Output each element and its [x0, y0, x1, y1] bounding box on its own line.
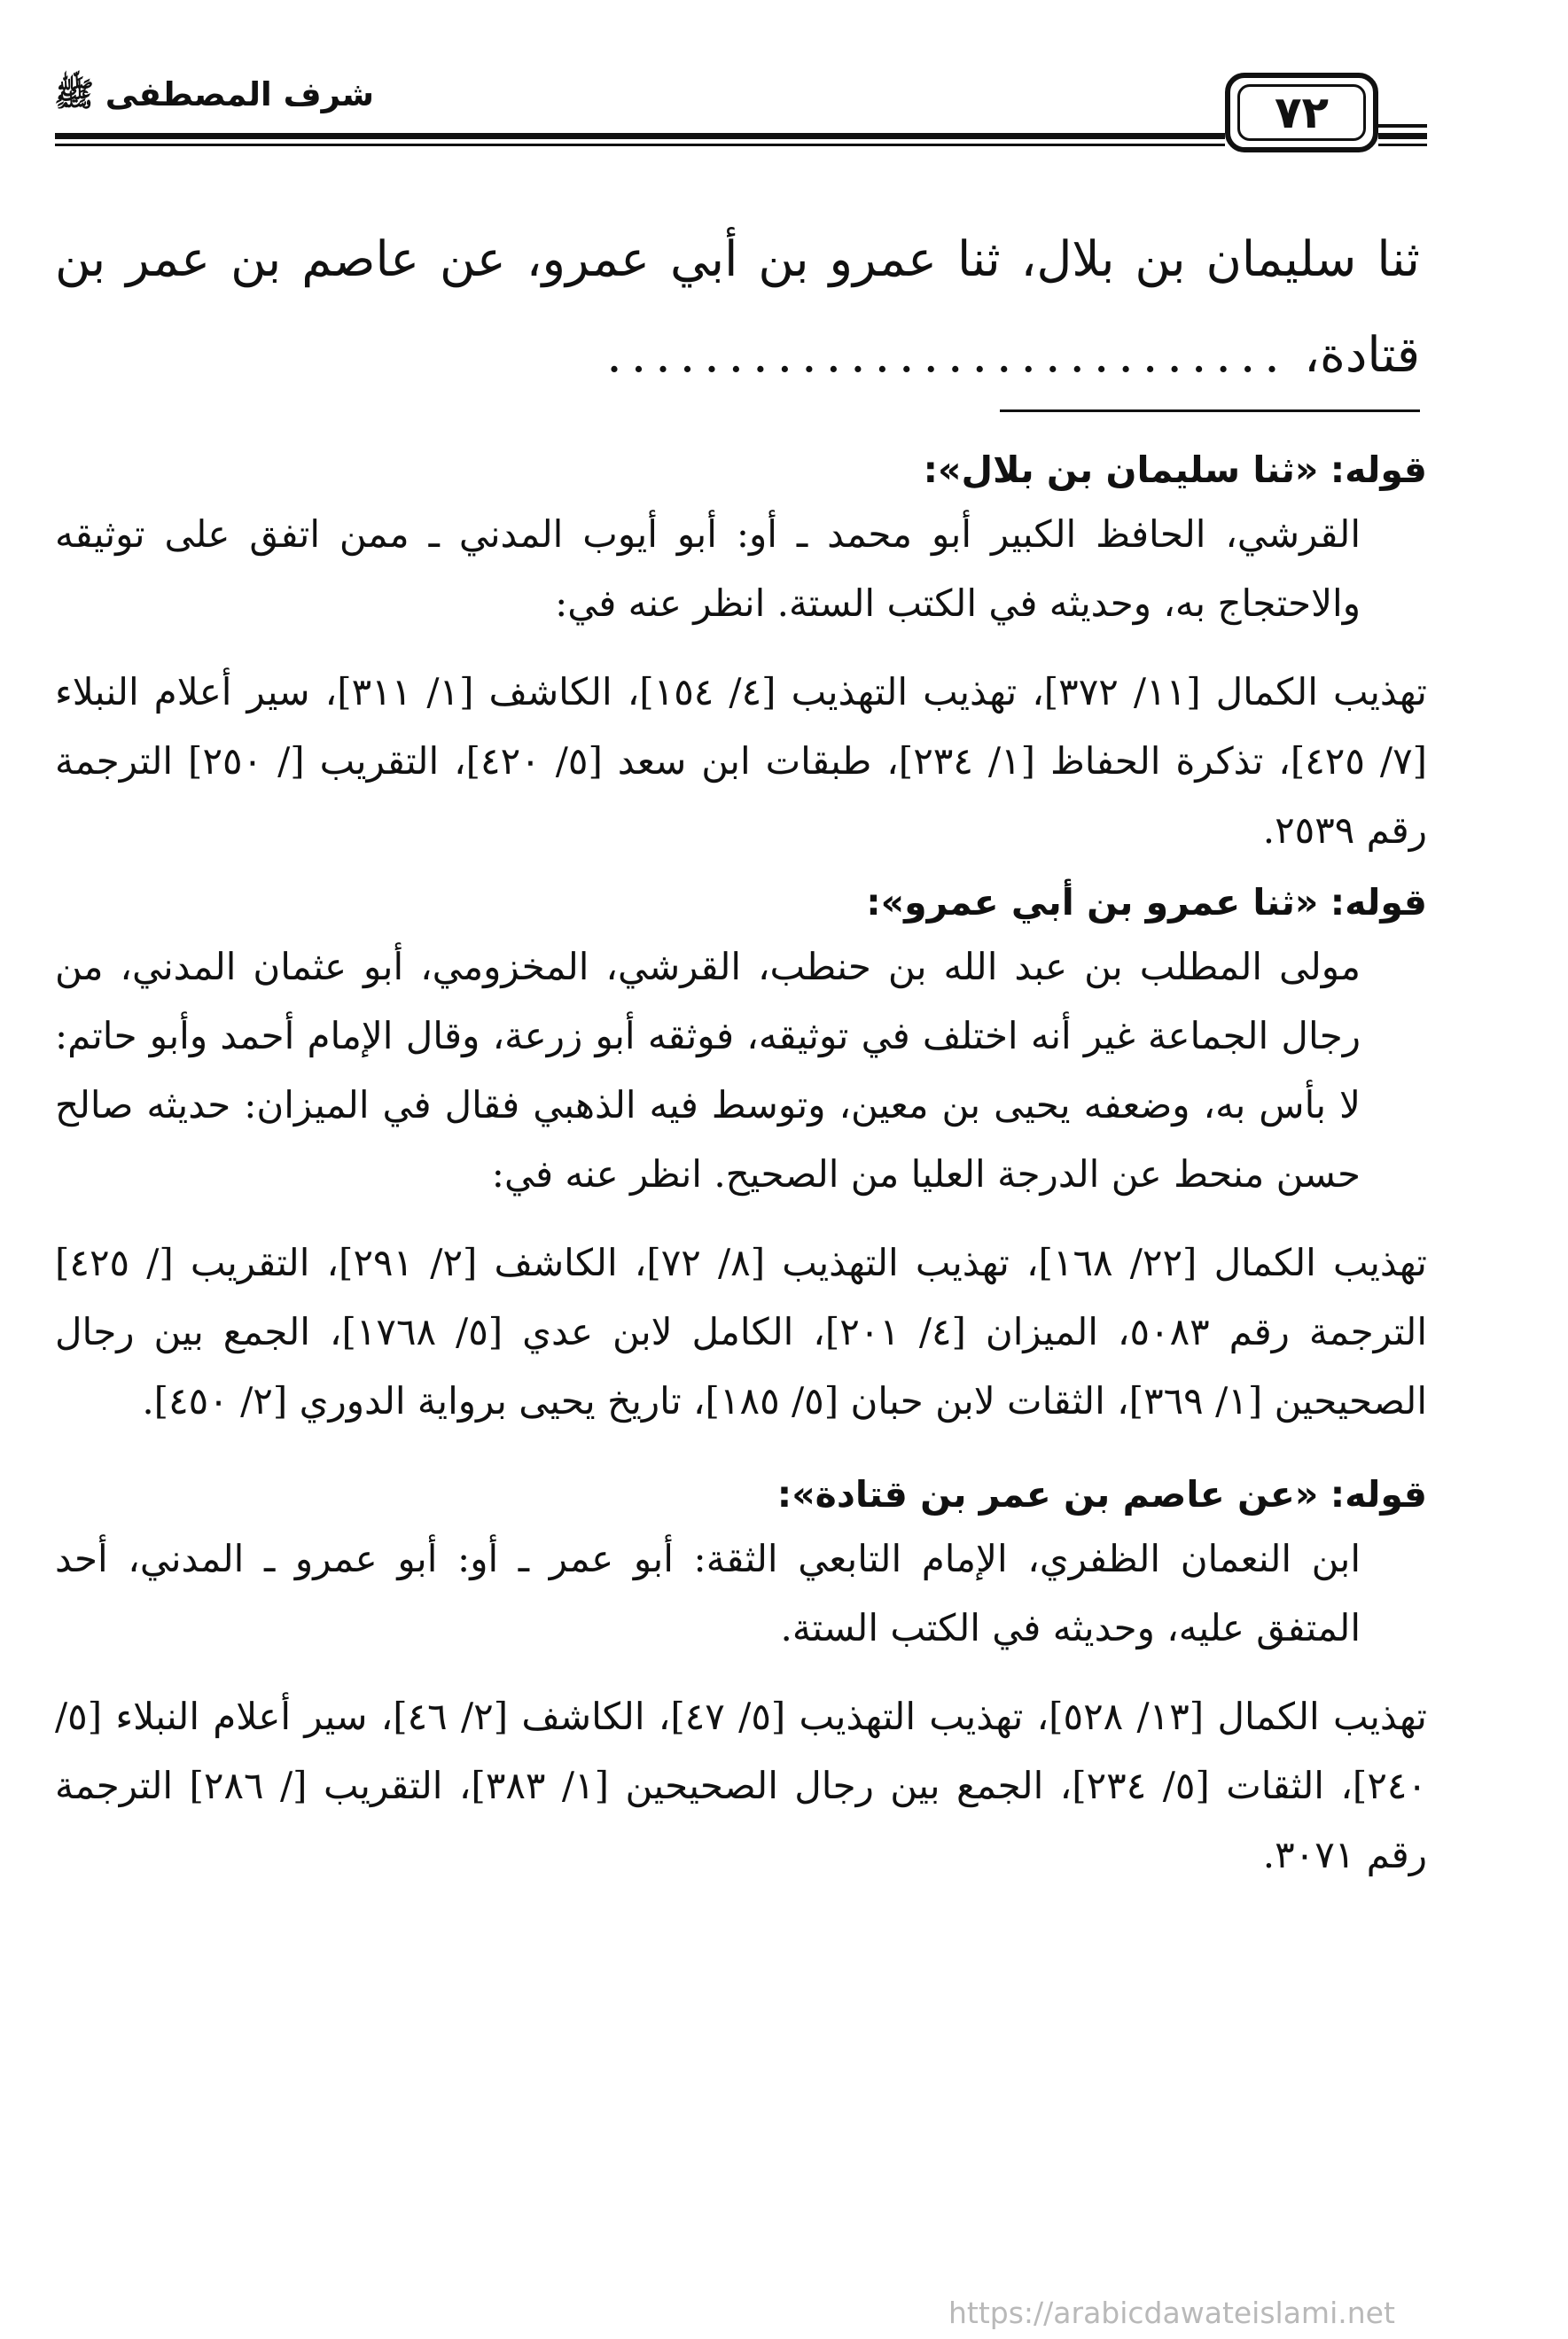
note-references: تهذيب الكمال [١١/ ٣٧٢]، تهذيب التهذيب [٤/ ١٥٤]، الكاشف [١/ ٣١١]، سير أعلام النبلاء [٧/ ٤٢٥]، تذكرة الحفاظ [١/ ٢٣٤]، طبقات ابن سعد [٥/ ٤٢٠]، التقريب [/ ٢٥٠] الترجمة رقم ٢٥٣٩. [55, 670, 1428, 852]
footnote-divider [1000, 409, 1420, 412]
note-amr-ibn-abi-amr [55, 874, 1427, 1436]
main-text-body: ثنا سليمان بن بلال، ثنا عمرو بن أبي عمرو، عن عاصم بن عمر بن قتادة، [55, 230, 1420, 383]
page-number: ٧٢ [1274, 87, 1330, 138]
main-text [55, 211, 1420, 402]
note-label: قوله: [1330, 448, 1427, 491]
page-number-inner-frame [1237, 84, 1366, 141]
header-rule-right-top [1378, 124, 1427, 128]
note-heading [55, 1466, 1427, 1523]
note-quote: «ثنا عمرو بن أبي عمرو»: [866, 881, 1319, 924]
commentary [55, 441, 1427, 1890]
note-biography: مولى المطلب بن عبد الله بن حنطب، القرشي، المخزومي، أبو عثمان المدني، من رجال الجماعة غير أنه اختلف في توثيقه، فوثقه أبو زرعة، وقال الإمام أحمد وأبو حاتم: لا بأس به، وضعفه يحيى بن معين، وتوسط فيه الذهبي فقال في الميزان: حديثه صالح حسن منحط عن الدرجة العليا من الصحيح. انظر عنه في: [55, 945, 1361, 1196]
note-references: تهذيب الكمال [١٣/ ٥٢٨]، تهذيب التهذيب [٥/ ٤٧]، الكاشف [٢/ ٤٦]، سير أعلام النبلاء [٥/ ٢٤٠]، الثقات [٥/ ٢٣٤]، الجمع بين رجال الصحيحين [١/ ٣٨٣]، التقريب [/ ٢٨٦] الترجمة رقم ٣٠٧١. [55, 1695, 1427, 1876]
note-quote: «ثنا سليمان بن بلال»: [923, 448, 1319, 491]
header-rule-right-middle [1378, 133, 1427, 139]
note-references: تهذيب الكمال [٢٢/ ١٦٨]، تهذيب التهذيب [٨/ ٧٢]، الكاشف [٢/ ٢٩١]، التقريب [/ ٤٢٥] الترجمة رقم ٥٠٨٣، الميزان [٤/ ٢٠١]، الكامل لابن عدي [٥/ ١٧٦٨]، الجمع بين رجال الصحيحين [١/ ٣٦٩]، الثقات لابن حبان [٥/ ١٨٥]، تاريخ يحيى برواية الدوري [٢/ ٤٥٠]. [55, 1241, 1427, 1423]
header-rule [55, 133, 1225, 139]
header-rule-right-bottom [1378, 144, 1427, 146]
note-biography: القرشي، الحافظ الكبير أبو محمد ـ أو: أبو أيوب المدني ـ ممن اتفق على توثيقه والاحتجاج به، وحديثه في الكتب الستة. انظر عنه في: [55, 512, 1361, 625]
note-heading [55, 874, 1427, 931]
note-label: قوله: [1330, 881, 1427, 924]
note-sulayman-ibn-bilal [55, 441, 1427, 865]
note-label: قوله: [1330, 1473, 1427, 1516]
note-asim-ibn-umar [55, 1466, 1427, 1890]
watermark-url: https://arabicdawateislami.net [948, 2296, 1395, 2330]
header-rule-thin [55, 144, 1225, 146]
main-text-dots: ............................ [606, 326, 1289, 383]
running-header-title: شرف المصطفى ﷺ [54, 75, 374, 113]
note-biography: ابن النعمان الظفري، الإمام التابعي الثقة: أبو عمر ـ أو: أبو عمرو ـ المدني، أحد المتفق عليه، وحديثه في الكتب الستة. [55, 1537, 1361, 1649]
note-quote: «عن عاصم بن عمر بن قتادة»: [776, 1473, 1319, 1516]
note-heading [55, 441, 1427, 498]
